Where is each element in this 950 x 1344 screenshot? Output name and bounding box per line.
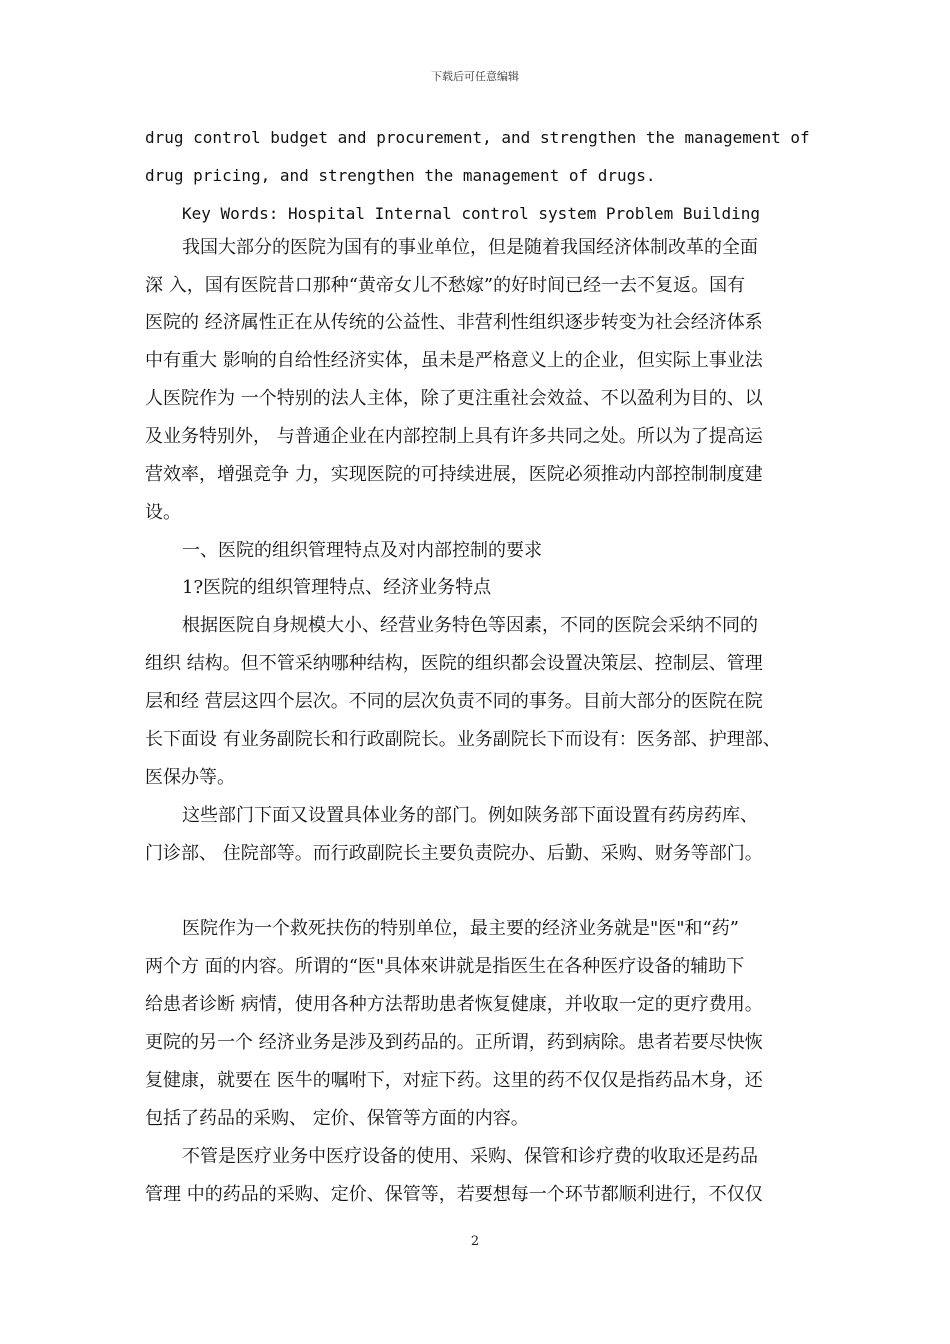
body-line: 设。 bbox=[145, 502, 181, 523]
body-line: drug control budget and procurement, and strengthen the management of bbox=[145, 128, 810, 147]
section-heading: 一、医院的组织管理特点及对内部控制的要求 bbox=[182, 540, 542, 561]
subsection-heading: 1?医院的组织管理特点、经济业务特点 bbox=[182, 577, 492, 598]
body-line: 两个方 面的内容。所谓的“医"具体來讲就是指医生在各种医疗设备的辅助下 bbox=[145, 956, 745, 977]
body-line: 更院的另一个 经济业务是涉及到药品的。正所谓，药到病除。患者若要尽快恢 bbox=[145, 1032, 763, 1053]
body-line: 层和经 营层这四个层次。不同的层次负责不同的事务。目前大部分的医院在院 bbox=[145, 691, 763, 712]
body-line: 中有重大 影响的自给性经济实体，虽未是严格意义上的企业，但实际上事业法 bbox=[145, 350, 763, 371]
body-line: 我国大部分的医院为国有的事业单位，但是随着我国经济体制改革的全面 bbox=[182, 237, 758, 258]
body-line: 这些部门下面又设置具体业务的部门。例如陕务部下面设置有药房药库、 bbox=[182, 805, 758, 826]
body-line: 不管是医疗业务中医疗设备的使用、采购、保管和诊疗费的收取还是药品 bbox=[182, 1146, 758, 1167]
body-line: 人医院作为 一个特别的法人主体，除了更注重社会效益、不以盈利为目的、以 bbox=[145, 388, 763, 409]
body-line: 组织 结构。但不管采纳哪种结构，医院的组织都会设置决策层、控制层、管理 bbox=[145, 653, 763, 674]
body-line: 医院的 经济属性正在从传统的公益性、非营利性组织逐步转变为社会经济体系 bbox=[145, 312, 763, 333]
body-line: 及业务特别外， 与普通企业在内部控制上具有许多共同之处。所以为了提高运 bbox=[145, 426, 763, 447]
keywords-line: Key Words: Hospital Internal control system Problem Building bbox=[182, 204, 760, 223]
page-header: 下载后可任意编辑 bbox=[431, 70, 519, 83]
body-line: 营效率，增强竞争 力，实现医院的可持续进展，医院必须推动内部控制制度建 bbox=[145, 464, 763, 485]
body-line: 医院作为一个救死扶伤的特别单位，最主要的经济业务就是"医"和“药” bbox=[182, 918, 739, 939]
body-line: 复健康，就要在 医牛的嘱咐下，对症下药。这里的药不仅仅是指药品木身，还 bbox=[145, 1070, 763, 1091]
body-line: 管理 中的药品的采购、定价、保管等，若要想每一个环节都顺利进行，不仅仅 bbox=[145, 1184, 763, 1205]
body-line: 医保办等。 bbox=[145, 767, 235, 788]
body-line: 给患者诊断 病情，使用各种方法帮助患者恢复健康，并收取一定的更疗费用。 bbox=[145, 994, 763, 1015]
body-line: 长下面设 有业务副院长和行政副院长。业务副院长下而设有：医务部、护理部、 bbox=[145, 729, 781, 750]
body-line: 包括了药品的采购、 定价、保管等方面的内容。 bbox=[145, 1108, 529, 1129]
page-number: 2 bbox=[470, 1234, 480, 1249]
body-line: 根据医院自身规模大小、经营业务特色等因素，不同的医院会采纳不同的 bbox=[182, 615, 758, 636]
body-line: 深 入，国有医院昔口那种“黄帝女儿不愁嫁”的好时间已经一去不复返。国有 bbox=[145, 275, 746, 296]
body-line: 门诊部、 住院部等。而行政副院长主要负责院办、后勤、采购、财务等部门。 bbox=[145, 843, 763, 864]
body-line: drug pricing, and strengthen the management of drugs. bbox=[145, 166, 656, 185]
